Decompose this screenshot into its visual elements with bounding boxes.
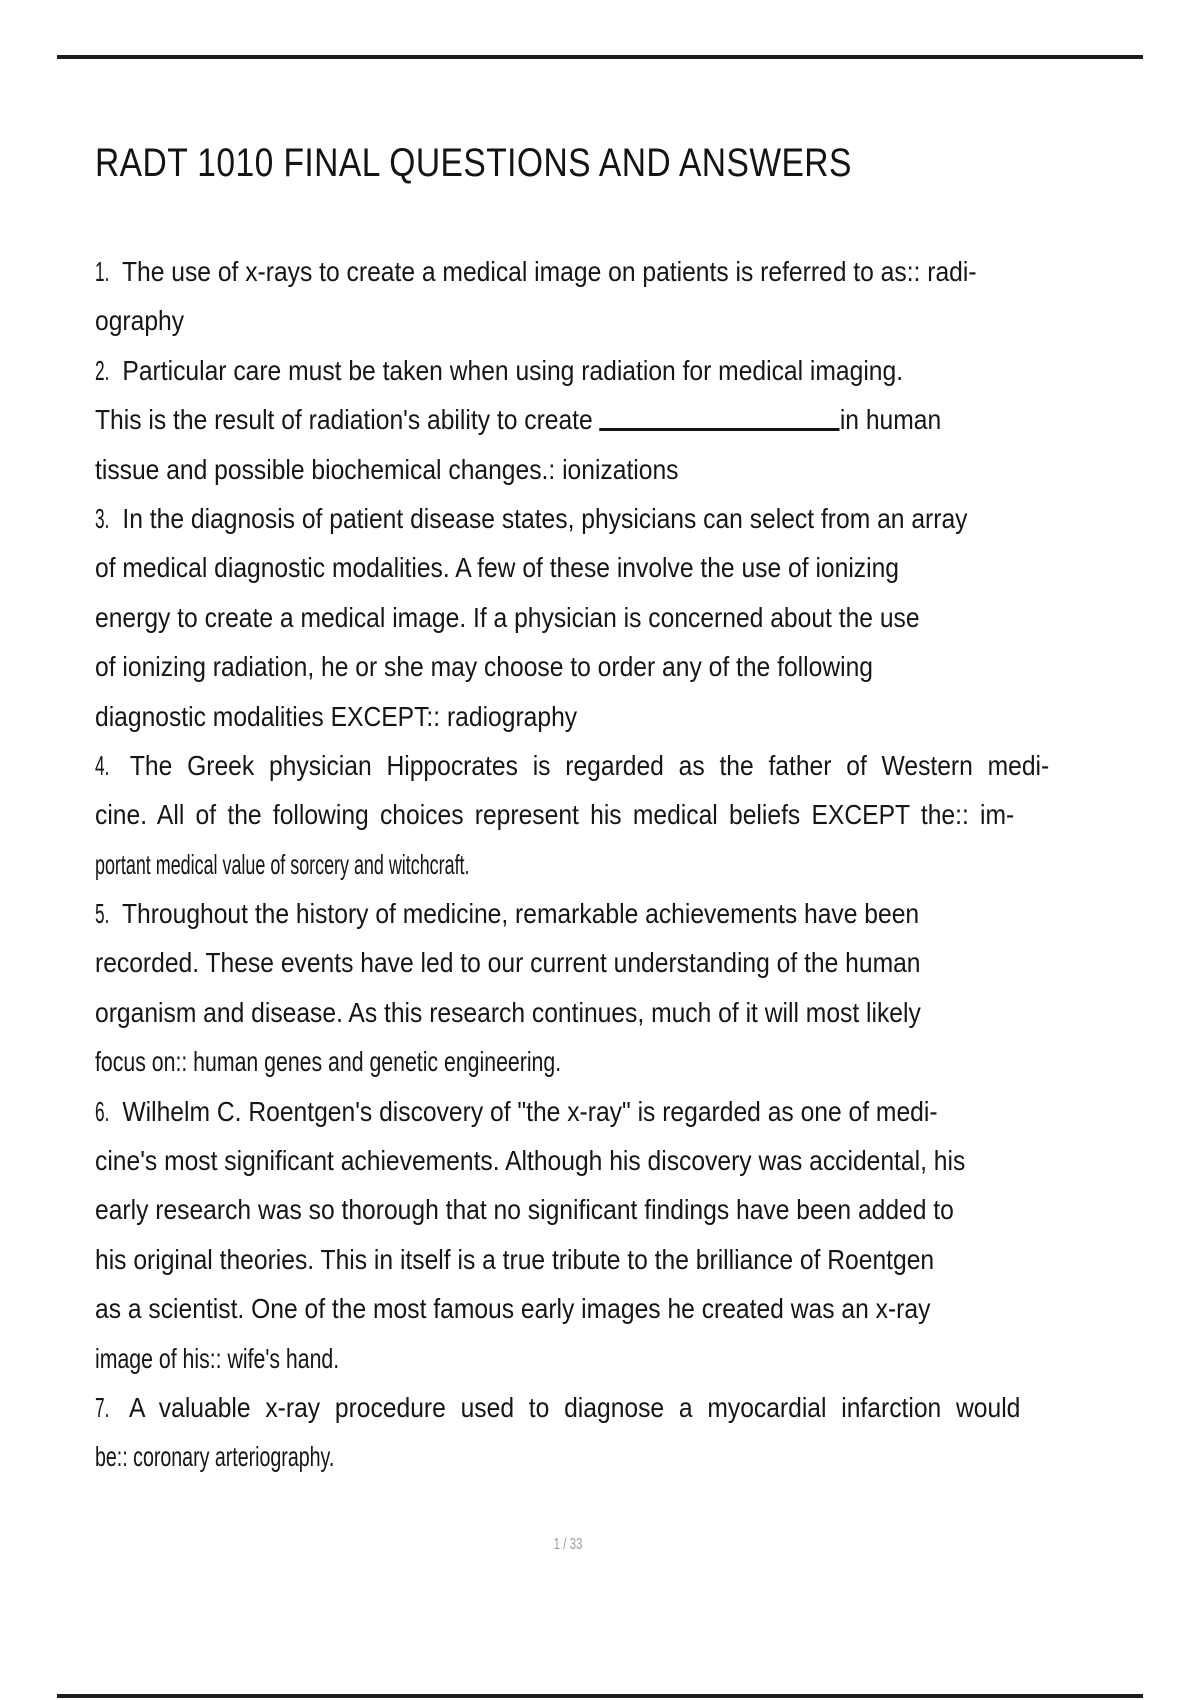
text-line [95, 1432, 802, 1481]
page-footer [0, 1536, 1136, 1554]
text-segment: focus on:: human genes and genetic engineering. [95, 1046, 562, 1078]
question-number: 6. [95, 1095, 110, 1127]
text-segment: energy to create a medical image. If a physician is concerned about the use [95, 601, 920, 633]
question-number: 2. [95, 354, 110, 386]
text-line [95, 889, 984, 938]
text-line [95, 642, 984, 691]
document-title: RADT 1010 FINAL QUESTIONS AND ANSWERS [95, 140, 852, 185]
text-line [95, 1235, 984, 1284]
question-number: 7. [95, 1391, 110, 1423]
text-line [95, 1185, 984, 1234]
text-line [95, 840, 741, 889]
text-segment: cine. All of the following choices represent his medical beliefs EXCEPT the:: im- [95, 799, 1015, 831]
text-line [95, 1284, 984, 1333]
text-segment: be:: coronary arteriography. [95, 1441, 335, 1473]
text-segment: ography [95, 305, 185, 337]
text-line [95, 1334, 863, 1383]
text-segment: The Greek physician Hippocrates is regarded as the father of Western medi- [115, 749, 1050, 781]
text-line [95, 1136, 984, 1185]
text-line [95, 692, 984, 741]
document-body [95, 247, 1105, 1482]
text-segment: his original theories. This in itself is a true tribute to the brilliance of Roentgen [95, 1243, 935, 1275]
question-number: 4. [95, 749, 110, 781]
text-segment: tissue and possible biochemical changes.: ionizations [95, 453, 679, 485]
fill-in-blank-line [600, 428, 840, 431]
page-indicator: 1 / 33 [553, 1536, 583, 1553]
bottom-divider [57, 1694, 1143, 1698]
text-segment: as a scientist. One of the most famous early images he created was an x-ray [95, 1293, 931, 1325]
text-line [95, 790, 1015, 839]
text-segment: In the diagnosis of patient disease states, physicians can select from an array [115, 502, 968, 534]
text-line [95, 543, 984, 592]
text-line [95, 395, 984, 444]
text-segment: cine's most significant achievements. Although his discovery was accidental, his [95, 1145, 966, 1177]
text-segment: recorded. These events have led to our current understanding of the human [95, 947, 921, 979]
text-line [95, 494, 984, 543]
text-segment: diagnostic modalities EXCEPT:: radiography [95, 700, 578, 732]
text-line [95, 346, 984, 395]
text-segment: in human [839, 404, 942, 436]
text-segment: A valuable x-ray procedure used to diagnose a myocardial infarction would [115, 1391, 1021, 1423]
text-segment: of ionizing radiation, he or she may choose to order any of the following [95, 651, 873, 683]
text-segment: Particular care must be taken when using radiation for medical imaging. [115, 354, 904, 386]
question-number: 1. [95, 256, 110, 287]
text-segment: Wilhelm C. Roentgen's discovery of "the x-ray" is regarded as one of medi- [115, 1095, 938, 1127]
text-segment: of medical diagnostic modalities. A few of these involve the use of ionizing [95, 552, 900, 584]
text-segment: The use of x-rays to create a medical image on patients is referred to as:: radi- [115, 256, 977, 287]
text-line [95, 988, 984, 1037]
text-line [95, 593, 984, 642]
text-line [95, 938, 984, 987]
question-number: 3. [95, 502, 110, 534]
text-segment: organism and disease. As this research continues, much of it will most likely [95, 996, 921, 1028]
top-divider [57, 55, 1143, 59]
text-line [95, 1037, 863, 1086]
text-segment: portant medical value of sorcery and witchcraft. [95, 848, 470, 880]
text-segment: early research was so thorough that no significant findings have been added to [95, 1194, 954, 1226]
text-line [95, 247, 984, 296]
text-line [95, 445, 984, 494]
text-line [95, 1383, 1021, 1432]
question-number: 5. [95, 898, 110, 930]
text-segment: This is the result of radiation's ability to create [95, 404, 600, 436]
text-segment: Throughout the history of medicine, remarkable achievements have been [115, 898, 920, 930]
text-line [95, 296, 984, 345]
text-segment: image of his:: wife's hand. [95, 1342, 340, 1374]
text-line [95, 1087, 984, 1136]
text-line [95, 741, 1050, 790]
